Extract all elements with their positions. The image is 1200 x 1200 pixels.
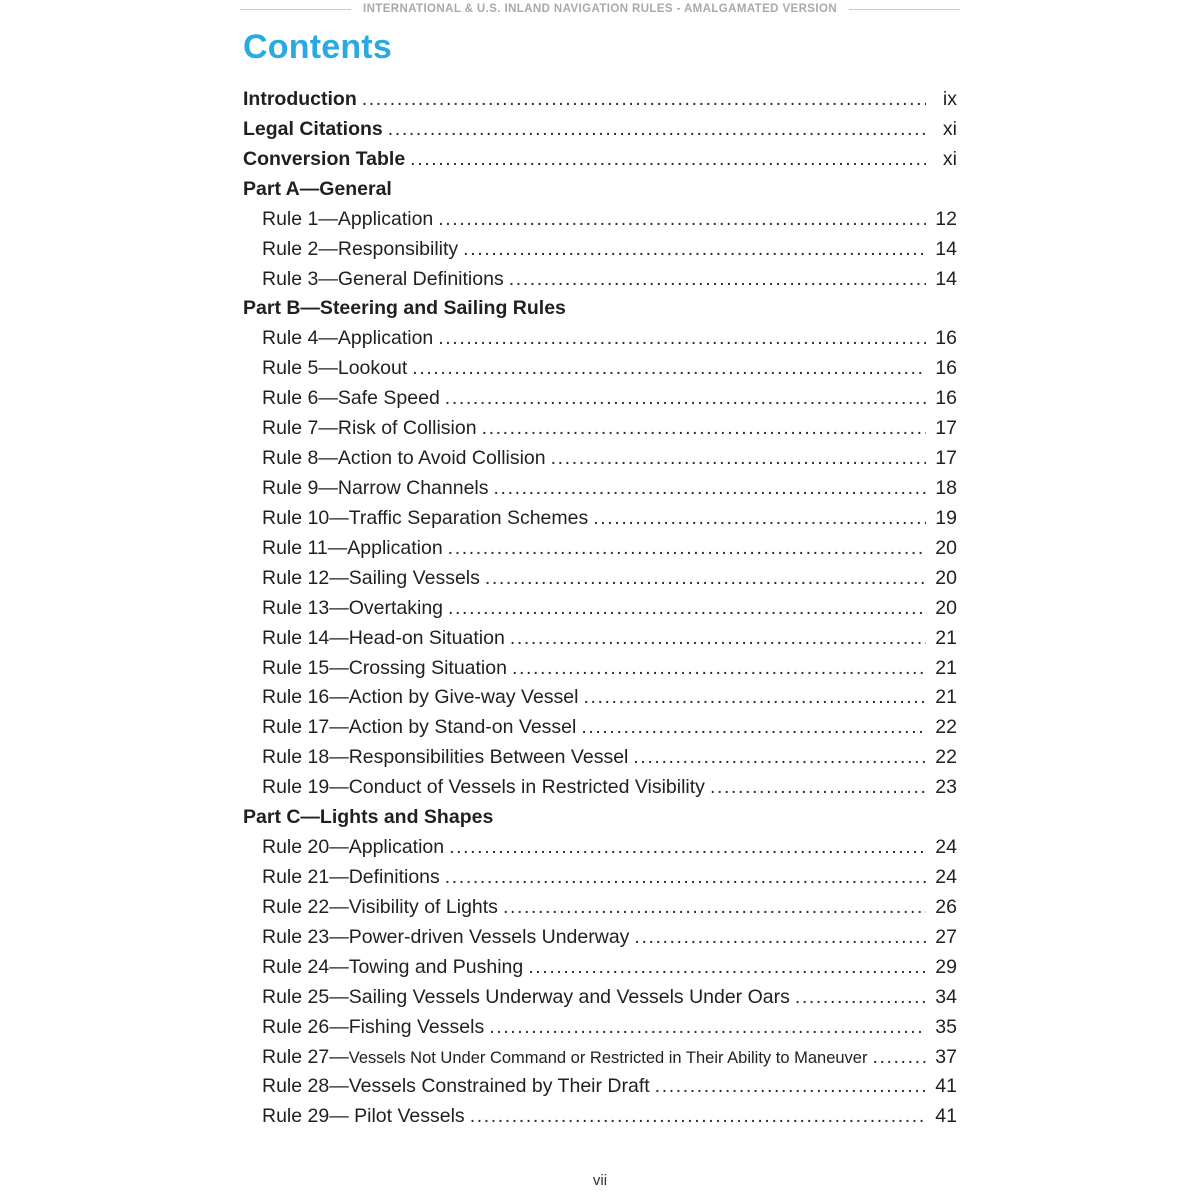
dot-leader [482, 414, 926, 444]
toc-entry-label-small: Vessels Not Under Command or Restricted in Their Ability to Maneuver [348, 1048, 868, 1067]
dot-leader [463, 235, 926, 265]
dot-leader [634, 923, 926, 953]
toc-entry-page: 37 [935, 1045, 957, 1068]
dot-leader [633, 743, 926, 773]
dot-leader [509, 265, 926, 295]
toc-entry [243, 205, 957, 235]
toc-entry [243, 654, 957, 684]
toc-entry-page: 16 [935, 387, 957, 410]
toc-entry [243, 1072, 957, 1102]
toc-entry [243, 85, 957, 115]
toc-entry-page: 20 [935, 536, 957, 559]
toc-entry-label: Rule 1—Application [262, 207, 434, 230]
toc-entry-label: Introduction [243, 88, 357, 110]
toc-entry-page: 16 [935, 327, 957, 350]
toc-entry [243, 534, 957, 564]
toc-entry-page: 12 [935, 207, 957, 230]
running-header-title: INTERNATIONAL & U.S. INLAND NAVIGATION RULES - AMALGAMATED VERSION [362, 3, 838, 15]
toc-entry-label: Legal Citations [243, 117, 383, 140]
toc-entry-label: Rule 7—Risk of Collision [262, 417, 477, 440]
toc-entry-page: 18 [935, 476, 957, 499]
toc-entry-label: Rule 10—Traffic Separation Schemes [262, 506, 589, 529]
dot-leader [581, 713, 926, 743]
dot-leader [362, 85, 926, 115]
dot-leader [795, 983, 926, 1013]
page-title: Contents [243, 28, 392, 66]
header-rule-left [240, 9, 351, 10]
toc-entry-page: xi [942, 147, 957, 170]
toc-entry-page: 19 [935, 506, 957, 529]
toc-entry-label: Part C—Lights and Shapes [243, 806, 494, 829]
toc-entry-label: Part B—Steering and Sailing Rules [243, 297, 566, 320]
dot-leader [485, 564, 926, 594]
toc-entry-page: 14 [935, 237, 957, 260]
toc-entry [243, 1043, 957, 1073]
dot-leader [448, 534, 926, 564]
toc-part-heading [243, 294, 957, 324]
header-rule-right [849, 9, 960, 10]
dot-leader [528, 953, 926, 983]
toc-entry-label: Rule 28—Vessels Constrained by Their Draft [262, 1075, 650, 1098]
toc-entry [243, 923, 957, 953]
toc-entry [243, 235, 957, 265]
dot-leader [583, 683, 926, 713]
toc-entry-label: Rule 4—Application [262, 327, 434, 350]
toc-entry-label: Rule 14—Head-on Situation [262, 626, 505, 649]
toc-entry-page: ix [942, 88, 957, 110]
toc-entry-page: 21 [935, 686, 957, 709]
toc-entry [243, 983, 957, 1013]
dot-leader [494, 474, 926, 504]
dot-leader [503, 893, 926, 923]
toc-entry [243, 354, 957, 384]
toc-entry-page: 22 [935, 716, 957, 739]
toc-entry-label: Rule 5—Lookout [262, 357, 408, 380]
toc-entry-label: Rule 24—Towing and Pushing [262, 955, 524, 978]
toc-entry-label: Rule 20—Application [262, 836, 445, 859]
toc-entry-label: Rule 25—Sailing Vessels Underway and Vessels Under Oars [262, 985, 790, 1008]
toc-entry-label: Rule 22—Visibility of Lights [262, 895, 498, 918]
toc-entry-label: Rule 16—Action by Give-way Vessel [262, 686, 579, 709]
toc-entry-label: Rule 19—Conduct of Vessels in Restricted Visibility [262, 776, 705, 799]
toc-entry-label: Rule 2—Responsibility [262, 237, 459, 260]
toc-entry [243, 893, 957, 923]
toc-entry [243, 953, 957, 983]
toc-entry-page: 41 [935, 1075, 957, 1098]
dot-leader [470, 1102, 926, 1132]
toc-entry-label: Rule 13—Overtaking [262, 596, 444, 619]
toc-entry-page: 35 [935, 1015, 957, 1038]
toc-entry-page: 20 [935, 596, 957, 619]
toc-entry [243, 773, 957, 803]
toc-entry-page: 20 [935, 566, 957, 589]
toc-entry-label: Part A—General [243, 177, 392, 200]
toc-entry [243, 713, 957, 743]
toc-entry [243, 683, 957, 713]
dot-leader [512, 654, 926, 684]
toc-entry-page: 23 [935, 776, 957, 799]
toc-entry-label: Rule 29— Pilot Vessels [262, 1105, 465, 1128]
toc-entry [243, 1013, 957, 1043]
toc-entry-page: 17 [935, 417, 957, 440]
toc-entry [243, 384, 957, 414]
dot-leader [412, 354, 926, 384]
toc-part-heading [243, 175, 957, 205]
toc-entry [243, 743, 957, 773]
dot-leader [445, 863, 926, 893]
toc-entry-label: Rule 12—Sailing Vessels [262, 566, 480, 589]
dot-leader [410, 145, 926, 175]
toc-list [243, 85, 957, 1132]
toc-entry [243, 474, 957, 504]
dot-leader [655, 1072, 926, 1102]
toc-entry-page: 41 [935, 1105, 957, 1128]
toc-entry [243, 1102, 957, 1132]
toc-entry-label: Rule 23—Power-driven Vessels Underway [262, 925, 630, 948]
toc-entry-page: 21 [935, 626, 957, 649]
toc-entry-page: 22 [935, 746, 957, 769]
toc-entry-page: 24 [935, 836, 957, 859]
toc-entry [243, 624, 957, 654]
toc-entry [243, 324, 957, 354]
toc-entry-page: xi [942, 117, 957, 140]
dot-leader [388, 115, 926, 145]
toc-entry-label: Rule 8—Action to Avoid Collision [262, 447, 546, 470]
running-header [240, 3, 960, 15]
dot-leader [593, 504, 926, 534]
toc-entry-label: Rule 11—Application [262, 536, 443, 559]
toc-entry-label: Rule 17—Action by Stand-on Vessel [262, 716, 577, 739]
toc-entry [243, 564, 957, 594]
toc-entry [243, 115, 957, 145]
toc-entry-page: 24 [935, 865, 957, 888]
toc-entry-page: 29 [935, 955, 957, 978]
toc-entry [243, 145, 957, 175]
dot-leader [872, 1043, 926, 1073]
toc-entry-page: 34 [935, 985, 957, 1008]
dot-leader [489, 1013, 926, 1043]
toc-entry-label: Rule 27— [262, 1045, 349, 1068]
toc-entry-label: Rule 26—Fishing Vessels [262, 1015, 485, 1038]
dot-leader [449, 833, 926, 863]
toc-entry-label: Conversion Table [243, 147, 406, 170]
toc-entry-page: 14 [935, 267, 957, 290]
toc-entry [243, 594, 957, 624]
dot-leader [438, 324, 926, 354]
toc-part-heading [243, 803, 957, 833]
dot-leader [445, 384, 926, 414]
toc-entry-page: 26 [935, 895, 957, 918]
toc-entry-label: Rule 21—Definitions [262, 865, 440, 888]
toc-entry-label: Rule 9—Narrow Channels [262, 476, 489, 499]
toc-entry-label: Rule 18—Responsibilities Between Vessel [262, 746, 629, 769]
toc-entry-page: 17 [935, 447, 957, 470]
page-number-folio: vii [592, 1172, 608, 1189]
dot-leader [510, 624, 926, 654]
toc-entry [243, 863, 957, 893]
toc-entry-page: 21 [935, 656, 957, 679]
toc-entry [243, 504, 957, 534]
toc-entry-label: Rule 6—Safe Speed [262, 387, 440, 410]
toc-entry-label: Rule 3—General Definitions [262, 267, 504, 290]
dot-leader [551, 444, 926, 474]
toc-entry [243, 444, 957, 474]
toc-entry [243, 265, 957, 295]
toc-entry-page: 16 [935, 357, 957, 380]
toc-entry [243, 414, 957, 444]
toc-entry [243, 833, 957, 863]
dot-leader [710, 773, 926, 803]
dot-leader [448, 594, 926, 624]
dot-leader [438, 205, 926, 235]
toc-entry-page: 27 [935, 925, 957, 948]
toc-entry-label: Rule 15—Crossing Situation [262, 656, 507, 679]
